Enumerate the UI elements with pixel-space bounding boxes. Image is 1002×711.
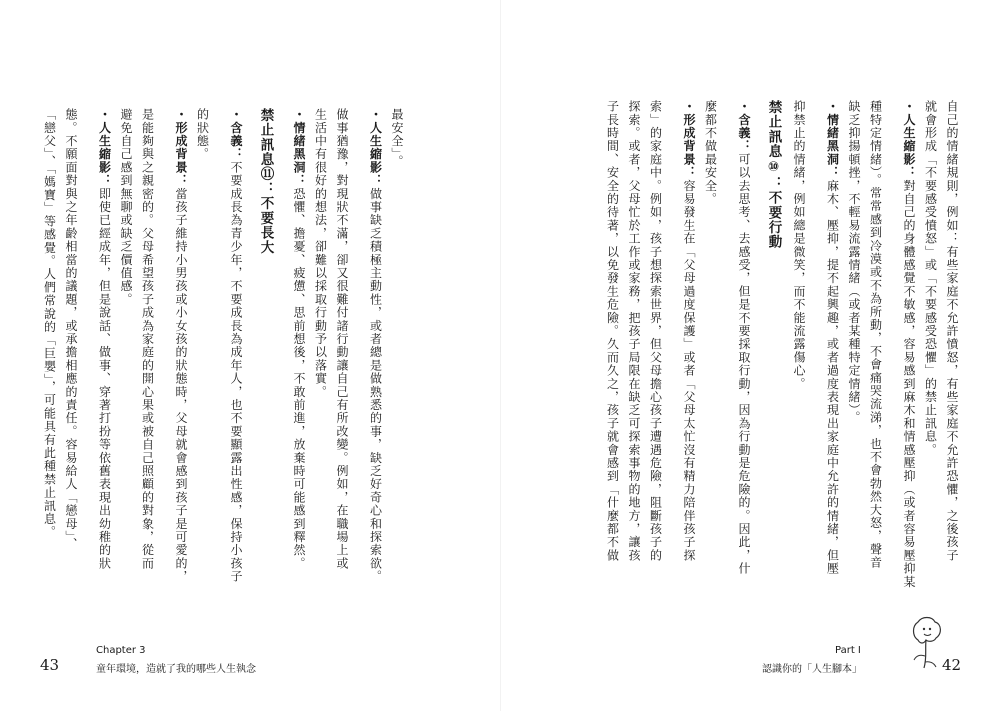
chapter-title: 童年環境，造就了我的哪些人生執念 [96,664,256,675]
body-text: 索」的家庭中。例如，孩子想探索世界，但父母擔心孩子遭遇危險，阻斷孩子的 [648,100,663,562]
body-text: 麻木、壓抑，提不起興趣，或者過度表現出家庭中允許的情緒，但壓 [825,179,840,576]
text-column [386,108,408,588]
body-text: 恐懼、擔憂、疲憊、思前想後，不敢前進，放棄時可能感到釋然。 [292,187,306,571]
term-label: ・含義： [737,100,751,153]
term-label: ・含義： [229,108,243,161]
term-label: ・人生縮影： [97,108,112,188]
body-text: 麼都不做最安全。 [703,100,718,206]
text-column [601,100,623,580]
text-column [191,108,213,588]
body-text: 態。不願面對與之年齡相當的議題，或承擔相應的責任。容易給人「戀母」、 [64,108,78,551]
text-column [898,100,920,589]
body-text: 做事猶豫，對現狀不滿，卻又很難付諸行動讓自己有所改變。例如，在職場上或 [335,108,349,570]
text-column [699,100,721,580]
body-text: 子長時間、安全的待著，以免發生危險。久而久之，孩子就會感到「什麼都不做 [605,100,620,562]
text-column [843,100,865,580]
body-text: 是能夠與之親密的。父母希望孩子成為家庭的開心果或被自己照顧的對象，從而 [140,108,155,570]
text-column [864,100,886,580]
section-heading: 禁止訊息⑪：不要長大 [257,108,274,255]
body-text: 自己的情緒規則，例如：有些家庭不允許憤怒，有些家庭不允許恐懼，之後孩子 [945,100,959,562]
term-label: ・形成背景： [682,100,696,180]
body-text: 抑禁止的情緒，例如總是微笑，而不能流露傷心。 [792,100,806,391]
chapter-label: Chapter 3 [96,645,146,656]
part-title: 認識你的「人生腳本」 [762,664,862,675]
section-heading: 禁止訊息⑩：不要行動 [765,100,782,250]
text-column [38,108,60,588]
left-page-body [42,108,407,588]
text-column [788,100,810,580]
body-text: 就會形成「不要感受憤怒」或「不要感受恐懼」的禁止訊息。 [923,100,938,457]
body-text: 對自己的身體感覺不敏感，容易感到麻木和情感壓抑（或者容易壓抑某 [902,179,916,589]
text-column [115,108,137,588]
body-text: 避免自己感到無聊或缺乏價值感。 [119,108,133,306]
text-column [309,108,331,588]
right-page-body [542,100,962,589]
text-column [919,100,941,580]
body-text: 「戀父」、「媽寶」等感覺。人們常說的「巨嬰」，可能具有此種禁止訊息。 [42,108,57,539]
text-column [225,108,247,588]
text-column [733,100,755,580]
text-column [170,108,192,588]
text-column [821,100,843,580]
body-text: 當孩子維持小男孩或小女孩的狀態時，父母就會感到孩子是可愛的， [174,187,188,584]
term-label: ・情緒黑洞： [292,108,306,188]
text-column [288,108,310,588]
body-text: 探索。或者，父母忙於工作或家務，把孩子局限在缺乏可探索事物的地方，讓孩 [627,100,641,562]
body-text: 可以去思考、去感受，但是不要採取行動，因為行動是危險的。因此，什 [737,152,751,576]
body-text: 即使已經成年，但是說話、做事、穿著打扮等依舊表現出幼稚的狀 [97,187,112,571]
body-text: 的狀態。 [195,108,210,161]
body-text: 容易發生在「父母過度保護」或者「父母太忙沒有精力陪伴孩子探 [682,179,696,563]
term-label: ・人生縮影： [902,100,916,180]
left-page-number: 43 [40,656,60,674]
text-column [941,100,963,580]
text-column [644,100,666,580]
text-column [678,100,700,580]
body-text: 最安全」。 [390,108,404,168]
text-column [331,108,353,588]
part-label: Part Ⅰ [835,645,861,656]
text-column [136,108,158,588]
term-label: ・人生縮影： [368,108,383,188]
body-text: 不要成長為青少年，不要成長為成年人，也不要顯露出性感，保持小孩子 [229,160,243,584]
body-text: 做事缺乏積極主動性，或者總是做熟悉的事，缺乏好奇心和探索欲。 [368,187,383,584]
body-text: 生活中有很好的想法，卻難以採取行動予以落實。 [313,108,328,399]
text-column [364,108,386,588]
body-text: 種特定情緒）。常常感到冷漠或不為所動，不會痛哭流涕，也不會勃然大怒，聲音 [868,100,883,570]
right-page-number: 42 [942,656,962,674]
text-column [60,108,82,588]
term-label: ・情緒黑洞： [825,100,840,180]
text-column [93,108,115,588]
term-label: ・形成背景： [174,108,188,188]
text-column [623,100,645,580]
body-text: 缺乏抑揚頓挫，不輕易流露情緒（或者某種特定情緒）。 [847,100,861,424]
right-page [501,0,1002,711]
